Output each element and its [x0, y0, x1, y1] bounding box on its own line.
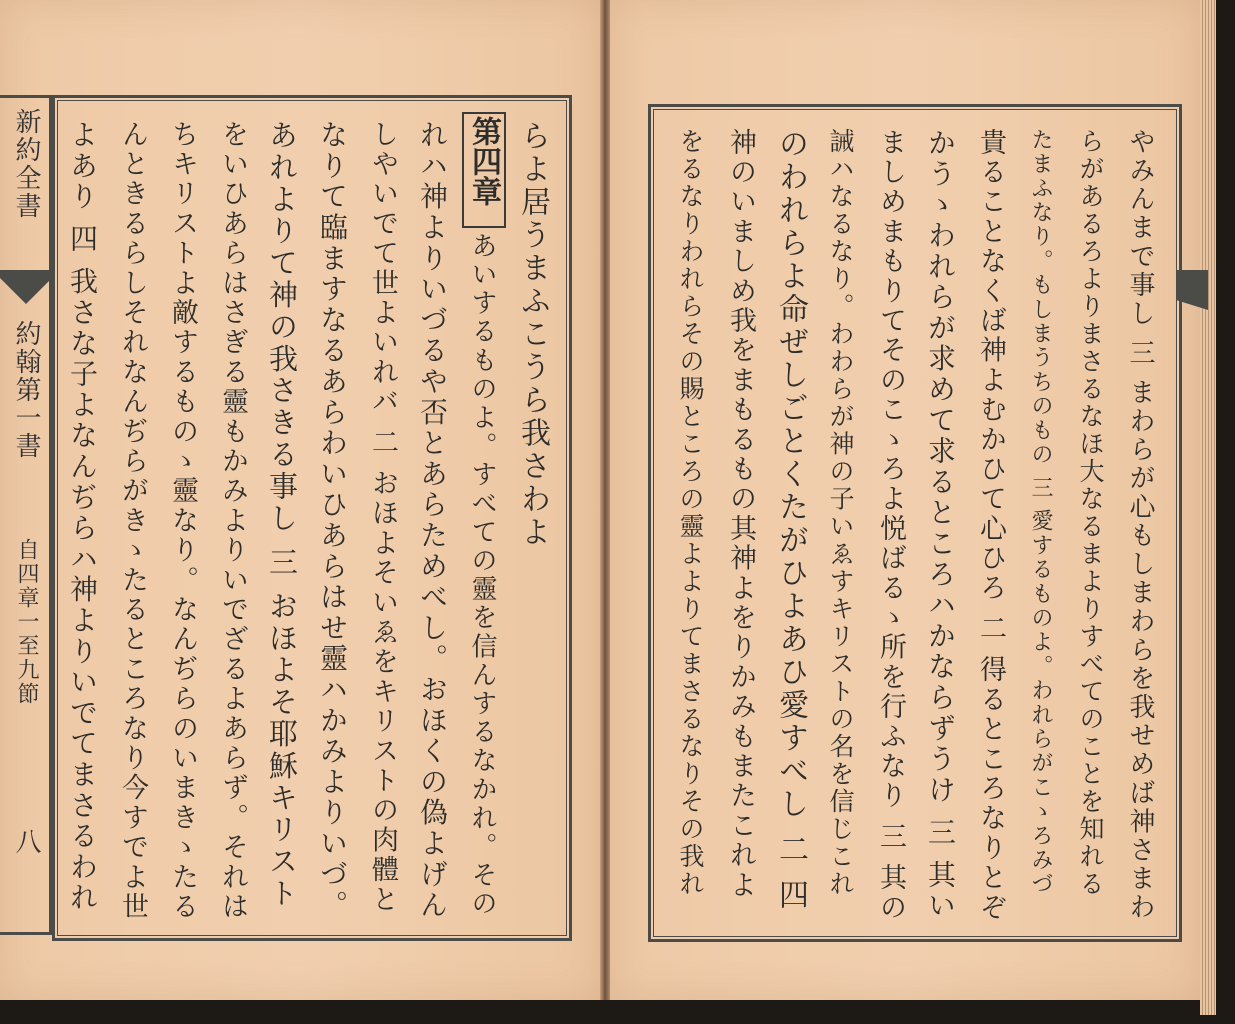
- running-head: [0, 95, 52, 935]
- text-column: なりて臨ますなるあらわいひあらはせ靈ハかみよりいづ。: [316, 120, 349, 921]
- text-column: 誡ハなるなり。わわらが神の子いゑすキリストの名を信じこれ: [826, 128, 855, 898]
- text-column: たまふなり。もしまうちのもの 三 愛するものよ。われらがこゝろみづ: [1028, 128, 1053, 897]
- text-column: かうゝわれらが求めて求るところハかならずうけ 三 其い: [924, 128, 957, 922]
- text-column: あいするものよ。すべての靈を信んするなかれ。その: [467, 232, 497, 919]
- book-name: 約翰第一書: [11, 320, 41, 460]
- book-title: 新約全書: [11, 108, 41, 220]
- text-column: しやいでて世よいれバ 二 おほよそいゑをキリストの肉體と: [367, 120, 398, 915]
- text-column: れハ神よりいづるや否とあらためべし。おほくの偽よげん: [416, 120, 449, 921]
- fish-tail-mark-icon: [1176, 270, 1208, 310]
- text-column: 貴ることなくば神よむかひて心ひろ 二 得るところなりとぞ: [975, 128, 1006, 923]
- text-column: んときるらしそれなんぢらがきゝたるところなり今すでよ世: [117, 120, 148, 922]
- text-column: らよ居うまふこうら我さわよ: [515, 120, 550, 549]
- text-column: ちキリストよ敵するものゝ靈なり。なんぢらのいまきゝたる: [167, 120, 198, 922]
- page-number: 八: [11, 828, 41, 856]
- text-column: らがあるろよりまさるなほ大なるまよりすべてのことを知れる: [1076, 128, 1105, 898]
- book-gutter: [600, 0, 610, 1000]
- text-column: あれよりて神の我さきる事し 三 おほよそ耶穌キリスト: [265, 120, 299, 910]
- text-column: よあり 四 我さな子よなんぢらハ神よりいでてまさるわれ: [66, 120, 99, 914]
- fish-tail-mark-icon: [0, 270, 52, 304]
- text-column: をるなりわれらその賜ところの靈よよりてまさるなりその我れ: [676, 128, 705, 898]
- chapter-heading: 第四章: [466, 116, 501, 206]
- chapter-range: 自四章一至九節: [14, 538, 39, 706]
- page-edges: [1200, 0, 1216, 1015]
- text-column: のわれらよ命ぜしごとくたがひよあひ愛すべし 二 四: [773, 128, 808, 913]
- text-column: をいひあらはさぎる靈もかみよりいでざるよあらず。それは: [217, 120, 248, 922]
- text-column: 神のいましめ我をまもるもの其神よをりかみもまたこれよ: [725, 128, 756, 901]
- text-column: ましめまもりてそのこゝろよ悦ばるゝ所を行ふなり 三 其の: [875, 128, 906, 923]
- text-column: やみんまで事し 三 まわらが心もしまわらを我せめば神さまわ: [1125, 128, 1155, 922]
